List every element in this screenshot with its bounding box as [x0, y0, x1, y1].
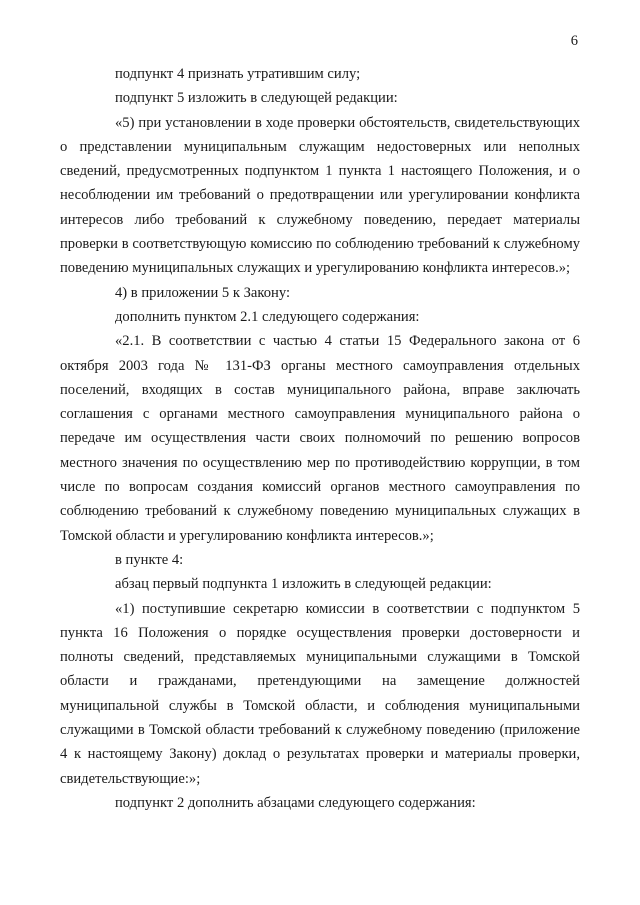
paragraph: подпункт 2 дополнить абзацами следующего содержания:	[115, 794, 476, 811]
paragraph: «1) поступившие секретарю комиссии в соответствии с подпунктом 5 пункта 16 Положения о порядке осуществления проверки достоверности и полноты сведений, представляемых муниципальными служащими в Томской области и гражданами, претендующими на замещение должностей муниципальной службы в Томской области, и соблюдения муниципальными служащими в Томской области требований к служебному поведению (приложение 4 к настоящему Закону) доклад о результатах проверки и материалы проверки, свидетельствующие:»;	[60, 600, 580, 787]
page-number: 6	[570, 33, 578, 49]
paragraph: 4) в приложении 5 к Закону:	[115, 284, 291, 301]
paragraph: дополнить пунктом 2.1 следующего содержания:	[115, 308, 420, 325]
paragraph: подпункт 5 изложить в следующей редакции:	[115, 90, 398, 107]
paragraph: в пункте 4:	[115, 551, 184, 568]
paragraph: «2.1. В соответствии с частью 4 статьи 15 Федерального закона от 6 октября 2003 года № 131-ФЗ органы местного самоуправления отдельных поселений, входящих в состав муниципального района, вправе заключать соглашения с органами местного самоуправления муниципального района о передаче им осуществления части своих полномочий по решению вопросов местного значения по осуществлению мер по противодействию коррупции, в том числе по вопросам создания комиссий органов местного самоуправления по соблюдению требований к служебному поведению муниципальных служащих в Томской области и урегулированию конфликта интересов.»;	[60, 333, 580, 544]
paragraph: «5) при установлении в ходе проверки обстоятельств, свидетельствующих о представлении муниципальным служащим недостоверных или неполных сведений, предусмотренных подпунктом 1 пункта 1 настоящего Положения, и о несоблюдении им требований о предотвращении или урегулировании конфликта интересов либо требований к служебному поведению, передает материалы проверки в соответствующую комиссию по соблюдению требований к служебному поведению муниципальных служащих и урегулированию конфликта интересов.»;	[60, 114, 580, 277]
paragraph: абзац первый подпункта 1 изложить в следующей редакции:	[115, 576, 492, 593]
paragraph: подпункт 4 признать утратившим силу;	[115, 66, 361, 82]
document-body	[60, 62, 580, 815]
